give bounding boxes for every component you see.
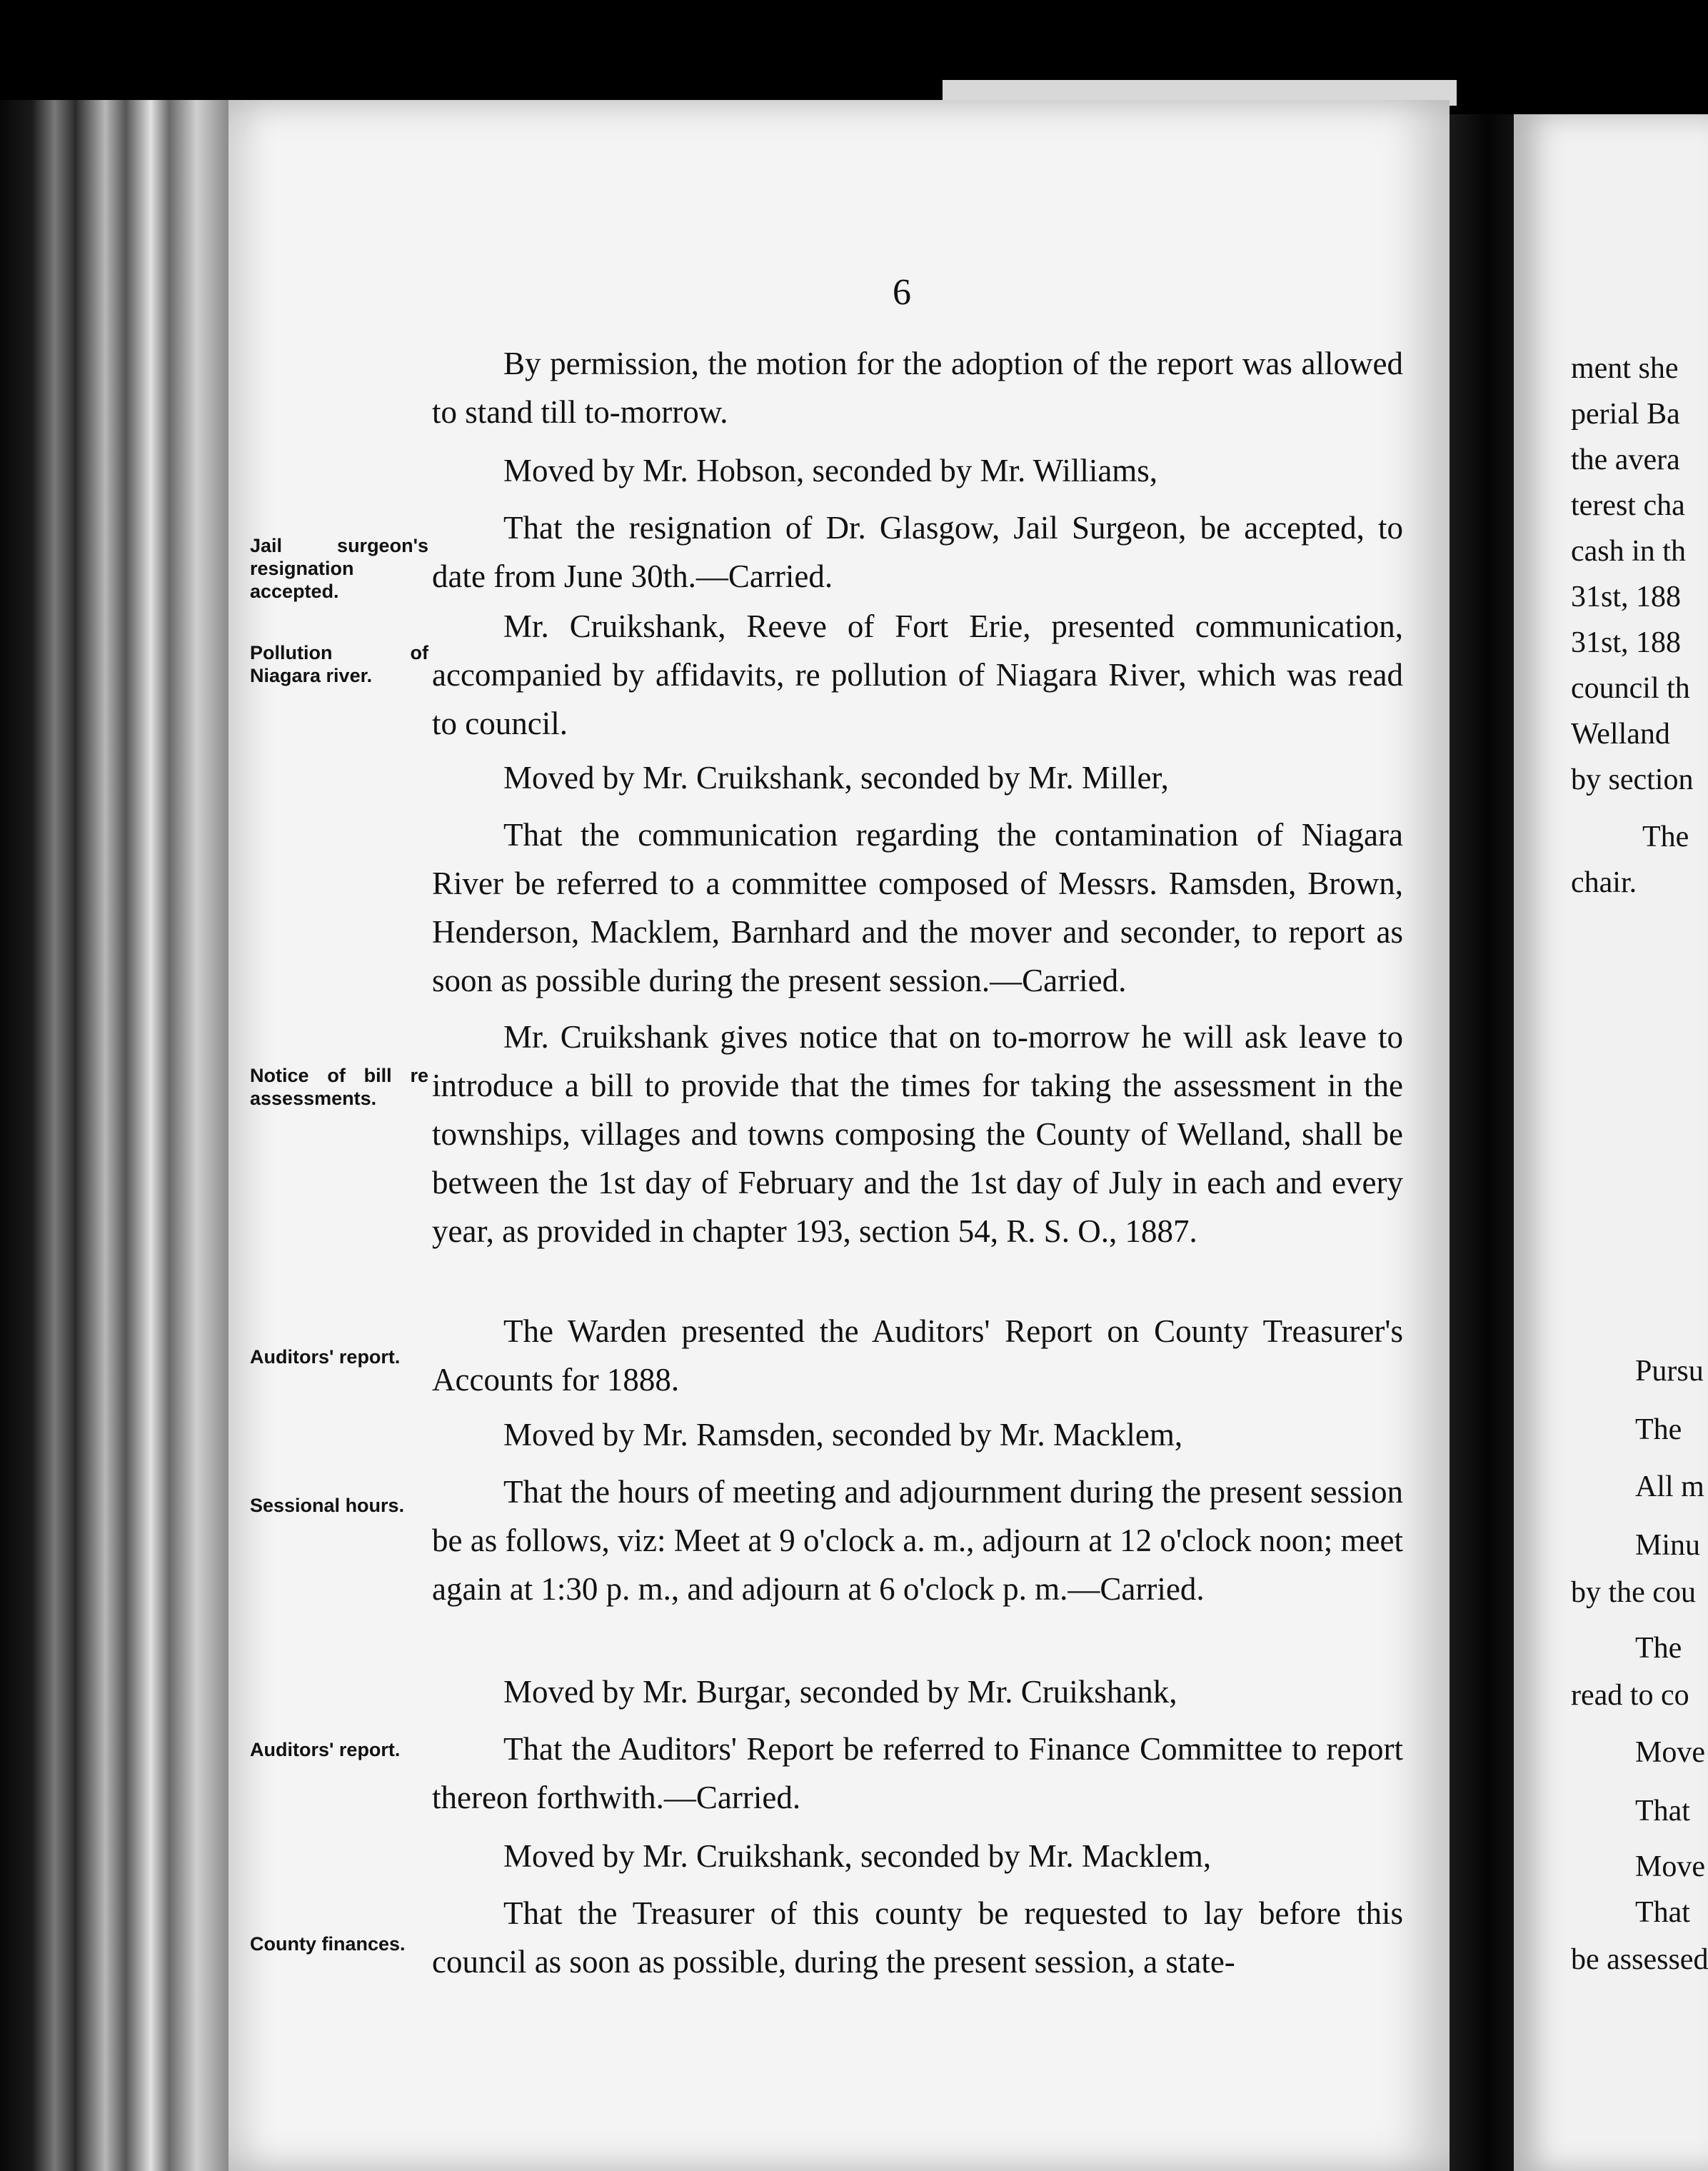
paragraph: That the Treasurer of this county be requested to lay before this council as soon as possible, during the present session, a state-	[432, 1895, 1403, 1980]
margin-note-sessional-hours: Sessional hours.	[250, 1495, 405, 1516]
book-spine	[0, 100, 228, 2171]
margin-note-jail-surgeon: Jail surgeon's resignation accepted.	[250, 535, 428, 602]
paragraph: That the hours of meeting and adjournment during the present session be as follows, viz: Meet at 9 o'clock a. m., adjourn at 12 o'clock noon; meet again at 1:30 p. m., and adjourn at 6 o'clock p. m.—Carried.	[432, 1474, 1403, 1607]
right-page-line: by the cou	[1571, 1576, 1696, 1609]
right-page-line: cash in th	[1571, 535, 1686, 568]
right-page-line: All m	[1635, 1470, 1704, 1503]
paragraph: By permission, the motion for the adoption of the report was allowed to stand till to-morrow.	[432, 346, 1403, 430]
right-page-line: chair.	[1571, 866, 1637, 899]
right-page-line: the avera	[1571, 443, 1680, 476]
paragraph: Moved by Mr. Hobson, seconded by Mr. Williams,	[503, 453, 1158, 488]
right-page-line: That	[1635, 1896, 1690, 1929]
paragraph: Moved by Mr. Ramsden, seconded by Mr. Macklem,	[503, 1417, 1183, 1453]
right-page-line: The	[1635, 1632, 1682, 1665]
right-page-line: Move	[1635, 1736, 1705, 1769]
right-page-line: ment she	[1571, 352, 1679, 385]
right-page-line: read to co	[1571, 1679, 1689, 1712]
paragraph: Moved by Mr. Cruikshank, seconded by Mr. Miller,	[503, 760, 1169, 796]
paragraph: Moved by Mr. Burgar, seconded by Mr. Cruikshank,	[503, 1674, 1177, 1710]
right-page-line: The	[1635, 1413, 1682, 1446]
right-page-line: That	[1635, 1795, 1690, 1827]
paragraph: Mr. Cruikshank, Reeve of Fort Erie, presented communication, accompanied by affidavits, re pollution of Niagara River, which was read to council.	[432, 608, 1403, 741]
margin-note-pollution: Pollution of Niagara river.	[250, 642, 428, 686]
margin-note-auditors-report: Auditors' report.	[250, 1346, 401, 1368]
right-page-line: 31st, 188	[1571, 581, 1682, 613]
book-gutter	[1450, 114, 1514, 2171]
right-page-line: terest cha	[1571, 489, 1685, 522]
right-page-line: Pursu	[1635, 1355, 1704, 1388]
paragraph: Mr. Cruikshank gives notice that on to-morrow he will ask leave to introduce a bill to provide that the times for taking the assessment in the townships, villages and towns composing the County of Welland, shall be between the 1st day of February and the 1st day of July in each and every year, as provided in chapter 193, section 54, R. S. O., 1887.	[432, 1019, 1403, 1249]
right-page-line: The	[1642, 821, 1689, 853]
paragraph: That the resignation of Dr. Glasgow, Jail Surgeon, be accepted, to date from June 30th.—Carried.	[432, 510, 1403, 594]
margin-note-county-finances: County finances.	[250, 1933, 406, 1955]
right-page-line: perial Ba	[1571, 398, 1680, 431]
right-page-line: Move	[1635, 1850, 1705, 1883]
right-page-line: Minu	[1635, 1529, 1701, 1562]
right-page-line: Welland	[1571, 718, 1670, 751]
margin-note-notice-of-bill: Notice of bill re assessments.	[250, 1065, 428, 1109]
paragraph: That the Auditors' Report be referred to Finance Committee to report thereon forthwith.—Carried.	[432, 1731, 1403, 1815]
paragraph: The Warden presented the Auditors' Report on County Treasurer's Accounts for 1888.	[432, 1313, 1403, 1398]
paragraph: Moved by Mr. Cruikshank, seconded by Mr. Macklem,	[503, 1838, 1212, 1874]
right-page-line: 31st, 188	[1571, 626, 1682, 659]
page-number: 6	[893, 272, 911, 313]
right-page-line: council th	[1571, 672, 1690, 705]
right-page-line: by section	[1571, 763, 1694, 796]
right-page-line: be assessed	[1571, 1943, 1708, 1976]
paragraph: That the communication regarding the contamination of Niagara River be referred to a committee composed of Messrs. Ramsden, Brown, Henderson, Macklem, Barnhard and the mover and seconder, to report as soon as possible during the present session.—Carried.	[432, 817, 1403, 998]
margin-note-auditors-report-2: Auditors' report.	[250, 1739, 401, 1760]
